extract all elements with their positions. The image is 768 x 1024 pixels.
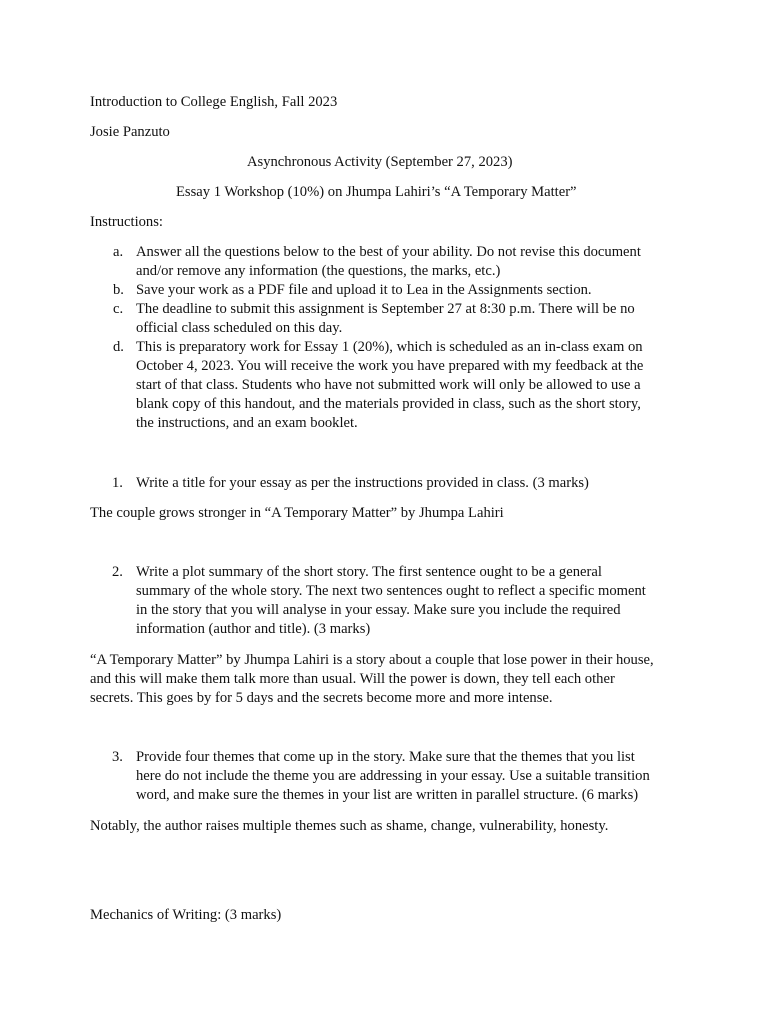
workshop-title: Essay 1 Workshop (10%) on Jhumpa Lahiri’s “A Temporary Matter” — [176, 184, 577, 200]
instruction-line: Save your work as a PDF file and upload it to Lea in the Assignments section. — [136, 282, 592, 298]
instruction-line: and/or remove any information (the questions, the marks, etc.) — [136, 263, 501, 279]
instruction-line: The deadline to submit this assignment is September 27 at 8:30 p.m. There will be no — [136, 301, 635, 317]
instruction-marker: b. — [113, 282, 124, 298]
instruction-line: official class scheduled on this day. — [136, 320, 343, 336]
answer-text: The couple grows stronger in “A Temporary Matter” by Jhumpa Lahiri — [90, 505, 504, 521]
question-number: 1. — [112, 475, 123, 491]
instruction-line: blank copy of this handout, and the materials provided in class, such as the short story, — [136, 396, 641, 412]
mechanics-heading: Mechanics of Writing: (3 marks) — [90, 907, 282, 923]
course-title: Introduction to College English, Fall 2023 — [90, 94, 338, 110]
instruction-line: the instructions, and an exam booklet. — [136, 415, 358, 431]
instructions-heading: Instructions: — [90, 214, 163, 230]
instruction-marker: d. — [113, 339, 124, 355]
question-number: 2. — [112, 564, 123, 580]
instruction-line: Answer all the questions below to the best of your ability. Do not revise this document — [136, 244, 641, 260]
question-line: in the story that you will analyse in your essay. Make sure you include the required — [136, 602, 621, 618]
instruction-marker: c. — [113, 301, 124, 317]
question-line: here do not include the theme you are addressing in your essay. Use a suitable transition — [136, 768, 650, 784]
answer-text: secrets. This goes by for 5 days and the secrets become more and more intense. — [90, 690, 553, 706]
answer-text: Notably, the author raises multiple themes such as shame, change, vulnerability, honesty. — [90, 818, 609, 834]
activity-title: Asynchronous Activity (September 27, 2023) — [247, 154, 513, 170]
question-line: Write a plot summary of the short story. The first sentence ought to be a general — [136, 564, 602, 580]
question-line: information (author and title). (3 marks) — [136, 621, 371, 637]
instruction-line: October 4, 2023. You will receive the work you have prepared with my feedback at the — [136, 358, 644, 374]
student-name: Josie Panzuto — [90, 124, 170, 140]
question-line: word, and make sure the themes in your list are written in parallel structure. (6 marks) — [136, 787, 639, 803]
answer-text: and this will make them talk more than usual. Will the power is down, they tell each other — [90, 671, 615, 687]
instruction-line: start of that class. Students who have not submitted work will only be allowed to use a — [136, 377, 641, 393]
question-number: 3. — [112, 749, 123, 765]
instruction-line: This is preparatory work for Essay 1 (20%), which is scheduled as an in-class exam on — [136, 339, 643, 355]
answer-text: “A Temporary Matter” by Jhumpa Lahiri is a story about a couple that lose power in their house, — [90, 652, 654, 668]
question-line: Provide four themes that come up in the story. Make sure that the themes that you list — [136, 749, 635, 765]
instruction-marker: a. — [113, 244, 124, 260]
question-line: summary of the whole story. The next two sentences ought to reflect a specific moment — [136, 583, 646, 599]
question-line: Write a title for your essay as per the instructions provided in class. (3 marks) — [136, 475, 589, 491]
